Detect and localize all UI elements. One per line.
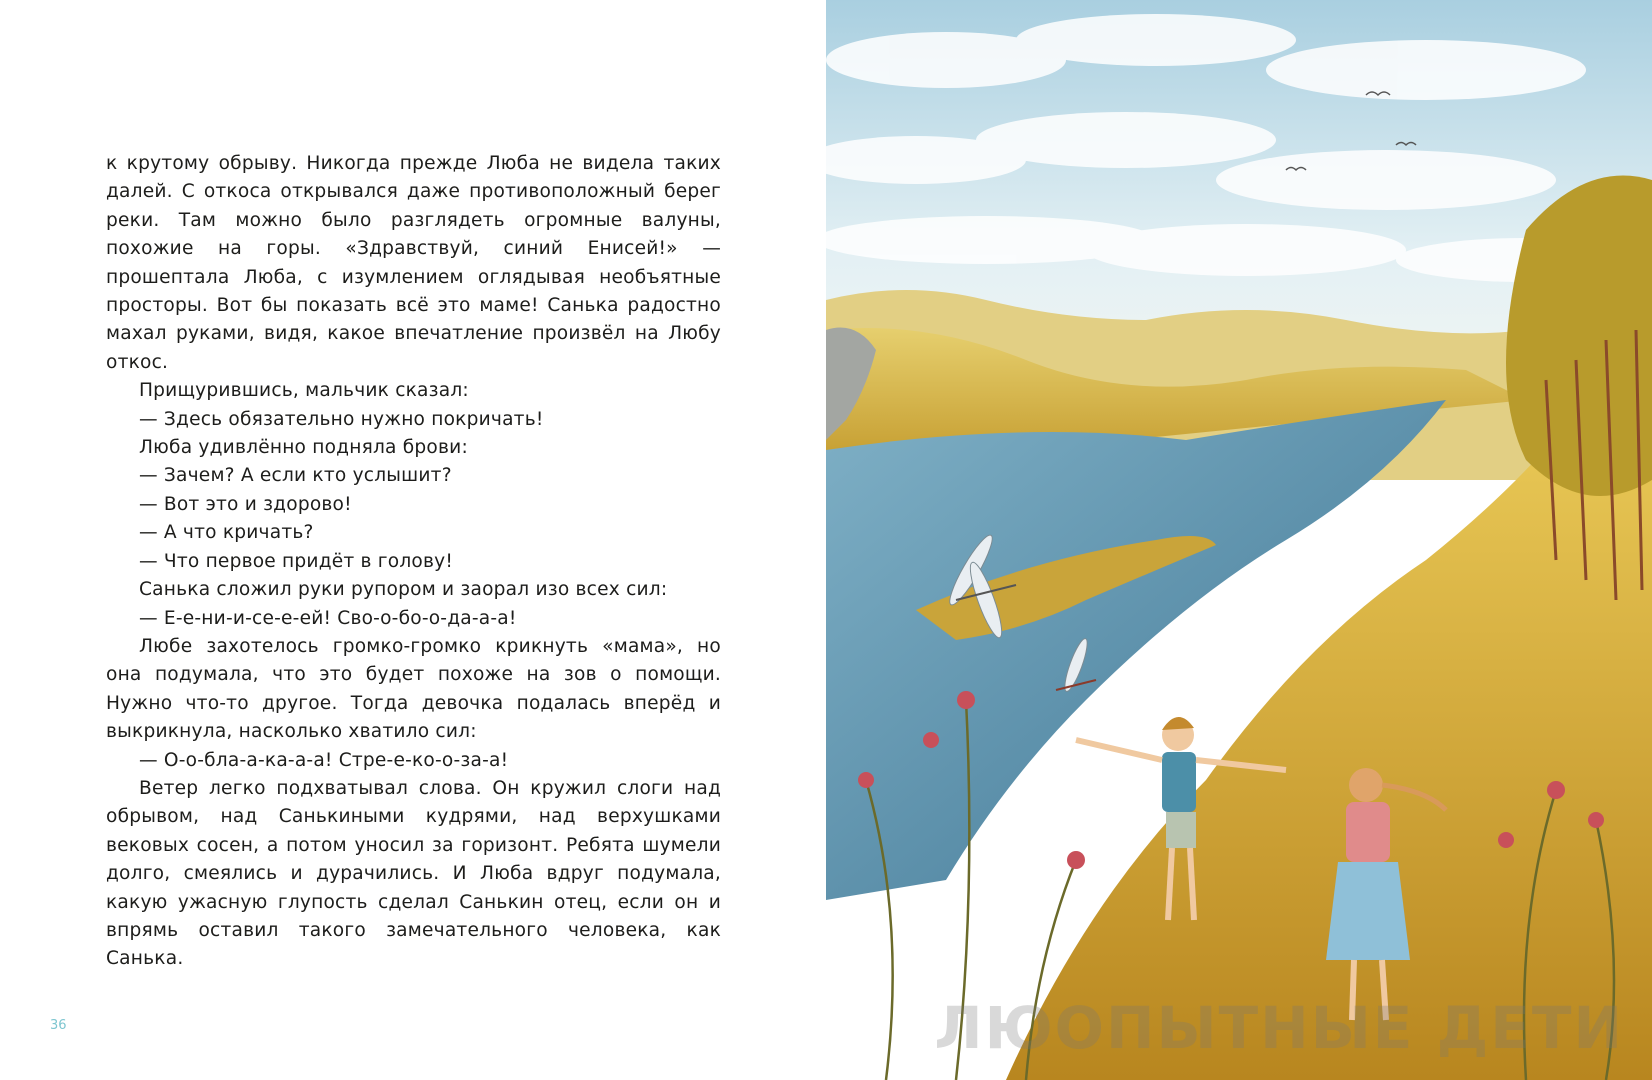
paragraph: к крутому обрыву. Никогда прежде Люба не видела таких далей. С откоса открывался даже противоположный берег реки. Там можно было разглядеть огромные валуны, похожие на горы. «Здравствуй, синий Енисей!» — прошептала Люба, с изумлением оглядывая необъятные просторы. Вот бы показать всё это маме! Санька радостно махал руками, видя, какое впечатление произвёл на Любу откос. <box>106 153 721 373</box>
story-text <box>106 150 721 974</box>
dialogue-line: — Е-е-ни-и-се-е-ей! Сво-о-бо-о-да-а-а! <box>139 607 517 629</box>
dialogue-line: — Что первое придёт в голову! <box>139 550 454 572</box>
dialogue-line: — Вот это и здорово! <box>139 493 352 515</box>
paragraph: Любе захотелось громко-громко крикнуть «мама», но она подумала, что это будет похоже на зов о помощи. Нужно что-то другое. Тогда девочка подалась вперёд и выкрикнула, насколько хватило сил: <box>106 635 721 743</box>
paragraph: Санька сложил руки рупором и заорал изо всех сил: <box>139 579 668 601</box>
paragraph: Ветер легко подхватывал слова. Он кружил слоги над обрывом, над Санькиными кудрями, над верхушками вековых сосен, а потом уносил за горизонт. Ребята шумели долго, смеялись и дурачились. И Люба вдруг подумала, какую ужасную глупость сделал Санькин отец, если он и впрямь оставил такого замечательного человека, как Санька. <box>106 777 721 970</box>
landscape-illustration <box>826 0 1652 1080</box>
page-number: 36 <box>50 1018 67 1033</box>
dialogue-line: — Здесь обязательно нужно покричать! <box>139 408 544 430</box>
dialogue-line: — Зачем? А если кто услышит? <box>139 465 452 487</box>
dialogue-line: — О-о-бла-а-ка-а-а! Стре-е-ко-о-за-а! <box>139 749 509 771</box>
dialogue-line: — А что кричать? <box>139 522 314 544</box>
paragraph: Люба удивлённо подняла брови: <box>139 437 468 459</box>
watermark: ЛЮОПЫТНЫЕ ДЕТИ <box>934 994 1624 1062</box>
paragraph: Прищурившись, мальчик сказал: <box>139 380 469 402</box>
illustration-page <box>826 0 1652 1080</box>
